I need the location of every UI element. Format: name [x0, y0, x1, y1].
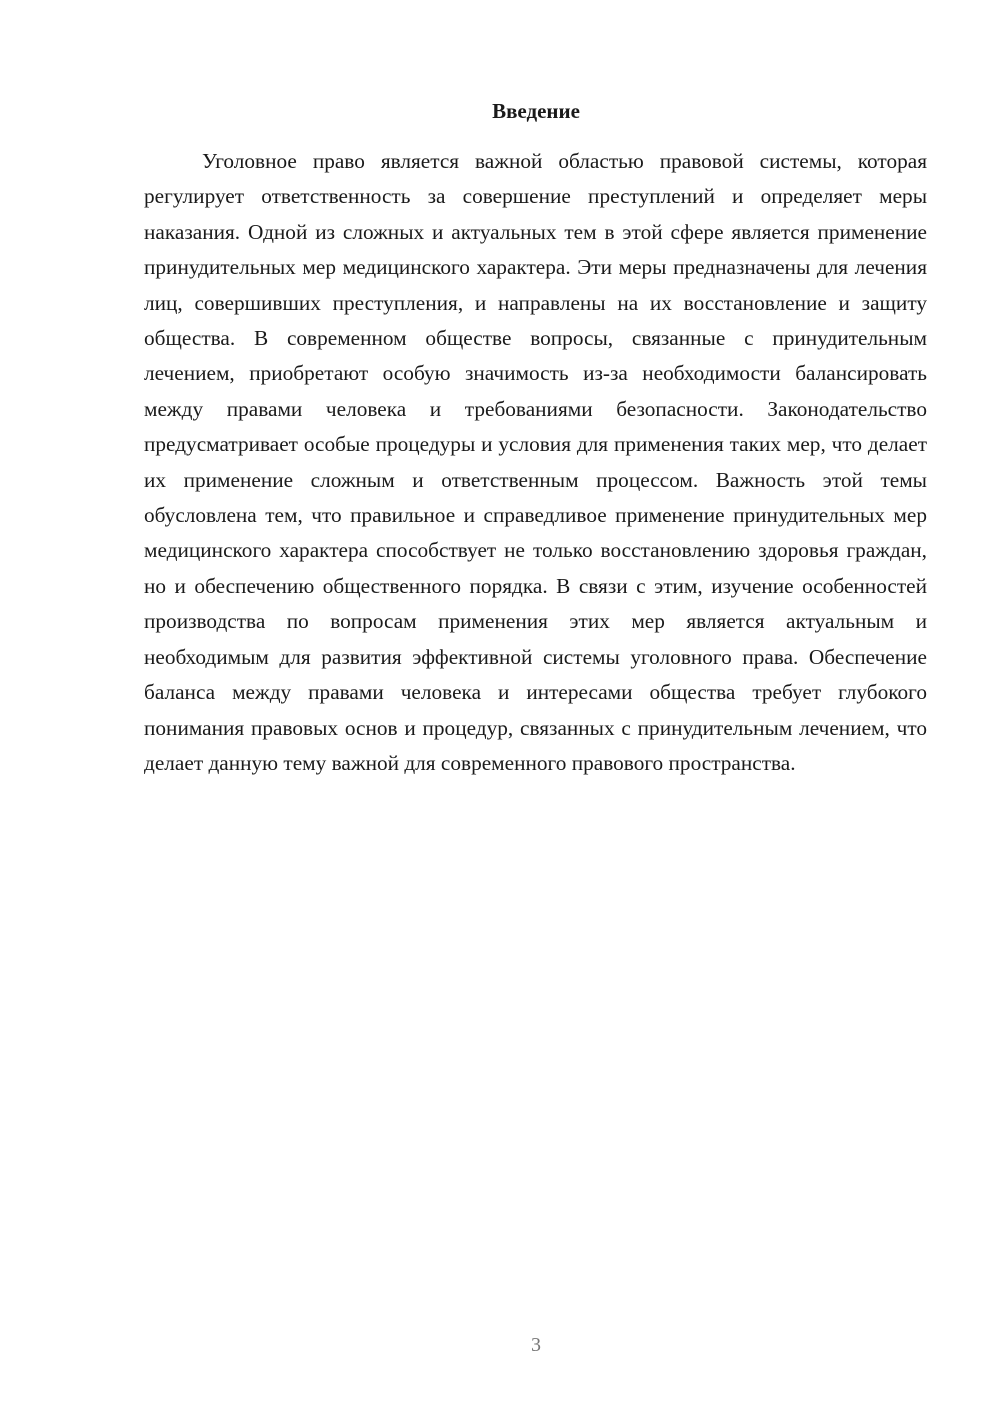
- section-heading: Введение: [492, 99, 580, 123]
- body-paragraph: Уголовное право является важной областью правовой системы, которая регулирует ответственность за совершение преступлений и определяет меры наказания. Одной из сложных и актуальных тем в этой сфере является применение принудительных мер медицинского характера. Эти меры предназначены для лечения лиц, совершивших преступления, и направлены на их восстановление и защиту общества. В современном обществе вопросы, связанные с принудительным лечением, приобретают особую значимость из-за необходимости балансировать между правами человека и требованиями безопасности. Законодательство предусматривает особые процедуры и условия для применения таких мер, что делает их применение сложным и ответственным процессом. Важность этой темы обусловлена тем, что правильное и справедливое применение принудительных мер медицинского характера способствует не только восстановлению здоровья граждан, но и обеспечению общественного порядка. В связи с этим, изучение особенностей производства по вопросам применения этих мер является актуальным и необходимым для развития эффективной системы уголовного права. Обеспечение баланса между правами человека и интересами общества требует глубокого понимания правовых основ и процедур, связанных с принудительным лечением, что делает данную тему важной для современного правового пространства.: [144, 149, 927, 775]
- page-number: 3: [531, 1334, 541, 1356]
